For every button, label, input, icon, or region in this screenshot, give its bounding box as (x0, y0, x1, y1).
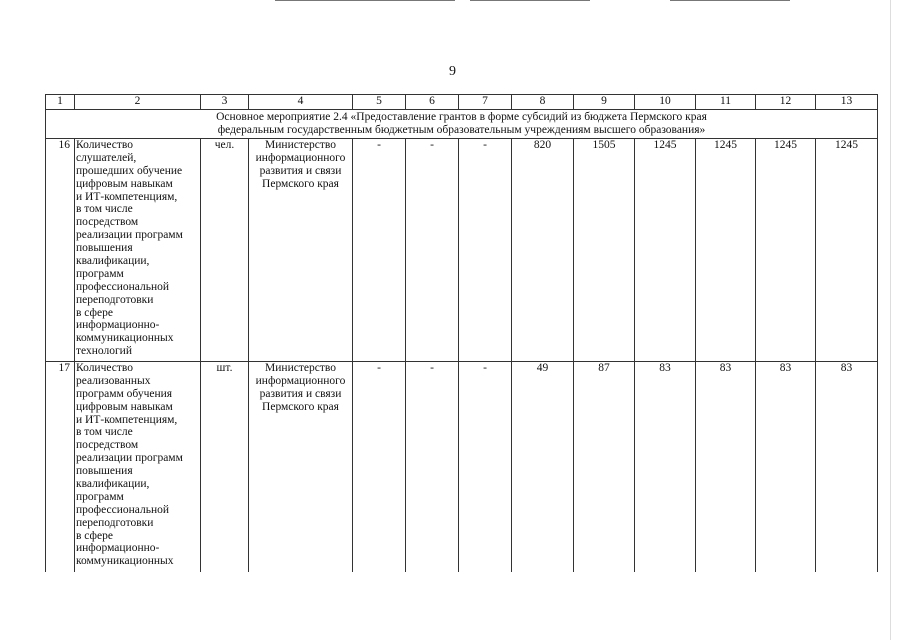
executor-line: информационного (255, 151, 346, 164)
description-line: слушателей, (76, 151, 137, 164)
description-line: программ (76, 490, 124, 503)
description-line: информационно- (76, 542, 160, 555)
section-title-row (46, 110, 878, 139)
column-number-row (46, 95, 878, 110)
description-line: профессиональной (76, 280, 170, 293)
value-cell: - (406, 139, 459, 362)
description-line: в сфере (76, 306, 113, 319)
value-cell: 1245 (816, 139, 878, 362)
section-title-line: федеральным государственным бюджетным образовательным учреждениям высшего образования» (217, 124, 706, 136)
description-line: квалификации, (76, 478, 150, 491)
col-number: 10 (635, 95, 696, 110)
description-line: коммуникационных (76, 332, 174, 345)
col-number: 8 (512, 95, 574, 110)
value-cell: 83 (816, 362, 878, 572)
executor-line: Министерство (265, 362, 336, 374)
value-cell: 820 (512, 139, 574, 362)
description-line: переподготовки (76, 293, 154, 306)
col-number: 9 (574, 95, 635, 110)
col-number: 7 (459, 95, 512, 110)
description-line: посредством (76, 439, 139, 452)
value-cell: 83 (635, 362, 696, 572)
scan-edge (890, 0, 891, 640)
col-number: 2 (75, 95, 201, 110)
table-row (46, 362, 878, 572)
page-top-edge-left (275, 0, 455, 1)
description-line: в том числе (76, 426, 133, 439)
description-line: квалификации, (76, 255, 150, 268)
description-line: реализации программ (76, 229, 183, 242)
col-number: 6 (406, 95, 459, 110)
description-line: информационно- (76, 319, 160, 332)
description-line: Количество (76, 139, 133, 151)
description-line: цифровым навыкам (76, 400, 173, 413)
description-line: профессиональной (76, 503, 170, 516)
value-cell: 87 (574, 362, 635, 572)
description-line: и ИТ-компетенциям, (76, 190, 178, 203)
col-number: 11 (696, 95, 756, 110)
description-line: цифровым навыкам (76, 177, 173, 190)
value-cell: 1245 (756, 139, 816, 362)
page-top-edge-right (470, 0, 590, 1)
executor-line: Пермского края (262, 400, 339, 413)
description-line: программ обучения (76, 387, 173, 400)
executor-line: развития и связи (259, 164, 342, 177)
executor-line: развития и связи (259, 387, 342, 400)
value-cell: 49 (512, 362, 574, 572)
page-number: 9 (449, 64, 456, 79)
unit-cell: чел. (201, 139, 249, 362)
col-number: 13 (816, 95, 878, 110)
description-line: и ИТ-компетенциям, (76, 413, 178, 426)
unit-cell: шт. (201, 362, 249, 572)
value-cell: 1505 (574, 139, 635, 362)
col-number: 3 (201, 95, 249, 110)
section-title (46, 110, 878, 139)
description-line: Количество (76, 362, 133, 374)
description-line: технологий (76, 345, 132, 358)
section-title-line: Основное мероприятие 2.4 «Предоставление грантов в форме субсидий из бюджета Пермского края (216, 111, 707, 123)
value-cell: - (353, 139, 406, 362)
description-line: повышения (76, 242, 133, 255)
table-row (46, 139, 878, 362)
col-number: 4 (249, 95, 353, 110)
col-number: 1 (46, 95, 75, 110)
description-line: повышения (76, 465, 133, 478)
value-cell: - (459, 362, 512, 572)
page-top-edge-far (670, 0, 790, 1)
indicators-table (45, 94, 878, 572)
description-line: в сфере (76, 529, 113, 542)
description-line: переподготовки (76, 516, 154, 529)
value-cell: - (406, 362, 459, 572)
description-line: реализации программ (76, 452, 183, 465)
description-line: прошедших обучение (76, 164, 183, 177)
value-cell: - (353, 362, 406, 572)
value-cell: 83 (696, 362, 756, 572)
row-number: 17 (46, 362, 75, 572)
description-line: программ (76, 267, 124, 280)
value-cell: 1245 (696, 139, 756, 362)
value-cell: - (459, 139, 512, 362)
executor-line: информационного (255, 374, 346, 387)
description-line: в том числе (76, 203, 133, 216)
indicator-description (75, 362, 201, 572)
row-number: 16 (46, 139, 75, 362)
executor-cell (249, 362, 353, 572)
executor-cell (249, 139, 353, 362)
indicator-description (75, 139, 201, 362)
col-number: 5 (353, 95, 406, 110)
description-line: посредством (76, 216, 139, 229)
executor-line: Пермского края (262, 177, 339, 190)
description-line: коммуникационных (76, 555, 174, 568)
value-cell: 83 (756, 362, 816, 572)
value-cell: 1245 (635, 139, 696, 362)
col-number: 12 (756, 95, 816, 110)
executor-line: Министерство (265, 139, 336, 151)
description-line: реализованных (76, 374, 151, 387)
